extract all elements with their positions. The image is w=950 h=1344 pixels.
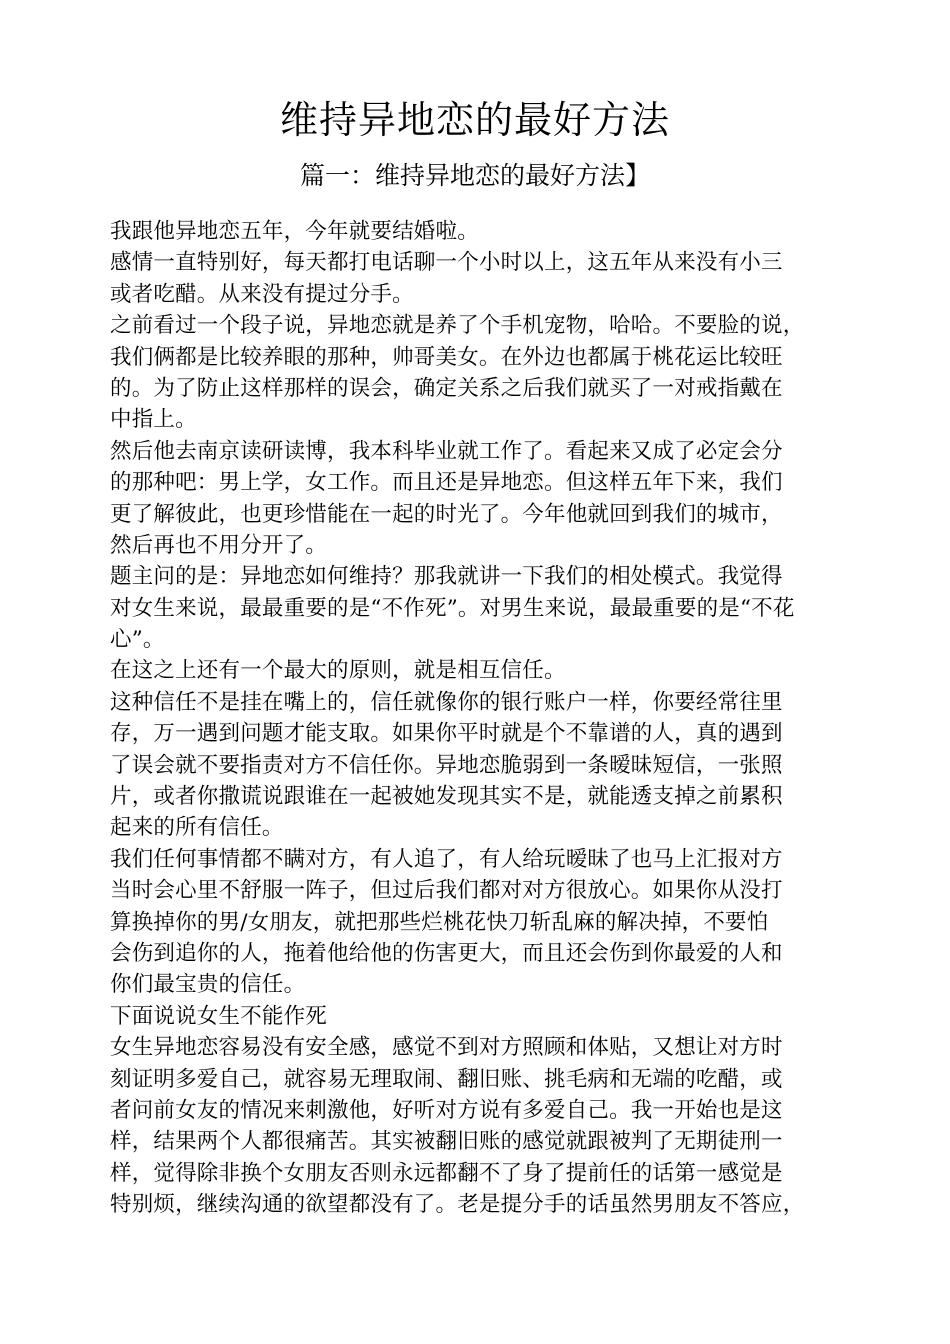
text-line: 题主问的是：异地恋如何维持？那我就讲一下我们的相处模式。我觉得 [110,564,783,590]
text-line: 下面说说女生不能作死 [110,1003,328,1029]
text-line: 样，结果两个人都很痛苦。其实被翻旧账的感觉就跟被判了无期徒刑一 [110,1129,783,1155]
text-line: 心”。 [110,627,165,653]
document-title: 维持异地恋的最好方法 [279,98,670,142]
text-line: 的。为了防止这样那样的误会，确定关系之后我们就买了一对戒指戴在 [110,375,783,401]
text-line: 了误会就不要指责对方不信任你。异地恋脆弱到一条暧昧短信，一张照 [110,752,783,778]
text-line: 然后再也不用分开了。 [110,532,328,558]
text-line: 我们任何事情都不瞒对方，有人追了，有人给玩暧昧了也马上汇报对方 [110,846,783,872]
text-line: 在这之上还有一个最大的原则，就是相互信任。 [110,658,566,684]
text-line: 算换掉你的男/女朋友，就把那些烂桃花快刀斩乱麻的解决掉，不要怕 [110,909,769,935]
text-line: 女生异地恋容易没有安全感，感觉不到对方照顾和体贴，又想让对方时 [110,1035,783,1061]
text-line: 片，或者你撒谎说跟谁在一起被她发现其实不是，就能透支掉之前累积 [110,784,783,810]
text-line: 这种信任不是挂在嘴上的，信任就像你的银行账户一样，你要经常往里 [110,689,783,715]
text-line: 或者吃醋。从来没有提过分手。 [110,281,414,307]
text-line: 然后他去南京读研读博，我本科毕业就工作了。看起来又成了必定会分 [110,438,783,464]
text-line: 刻证明多爱自己，就容易无理取闹、翻旧账、挑毛病和无端的吃醋，或 [110,1066,783,1092]
text-line: 者问前女友的情况来刺激他，好听对方说有多爱自己。我一开始也是这 [110,1097,783,1123]
text-line: 当时会心里不舒服一阵子，但过后我们都对对方很放心。如果你从没打 [110,878,783,904]
text-line: 会伤到追你的人，拖着他给他的伤害更大，而且还会伤到你最爱的人和 [110,940,783,966]
text-line: 之前看过一个段子说，异地恋就是养了个手机宠物，哈哈。不要脸的说， [110,313,805,339]
text-line: 我们俩都是比较养眼的那种，帅哥美女。在外边也都属于桃花运比较旺 [110,344,783,370]
text-line: 样，觉得除非换个女朋友否则永远都翻不了身了提前任的话第一感觉是 [110,1160,783,1186]
document-subtitle: 篇一：维持异地恋的最好方法】 [299,161,650,190]
text-line: 感情一直特别好，每天都打电话聊一个小时以上，这五年从来没有小三 [110,250,783,276]
text-line: 的那种吧：男上学，女工作。而且还是异地恋。但这样五年下来，我们 [110,470,783,496]
text-line: 对女生来说，最最重要的是“不作死”。对男生来说，最最重要的是“不花 [110,595,795,621]
text-line: 特别烦，继续沟通的欲望都没有了。老是提分手的话虽然男朋友不答应， [110,1192,805,1218]
text-line: 我跟他异地恋五年，今年就要结婚啦。 [110,219,479,244]
text-line: 更了解彼此，也更珍惜能在一起的时光了。今年他就回到我们的城市， [110,501,783,527]
body-text [110,216,845,1221]
text-line: 中指上。 [110,407,197,433]
text-line: 你们最宝贵的信任。 [110,972,306,998]
text-line: 存，万一遇到问题才能支取。如果你平时就是个不靠谱的人，真的遇到 [110,721,783,747]
text-line: 起来的所有信任。 [110,815,284,841]
